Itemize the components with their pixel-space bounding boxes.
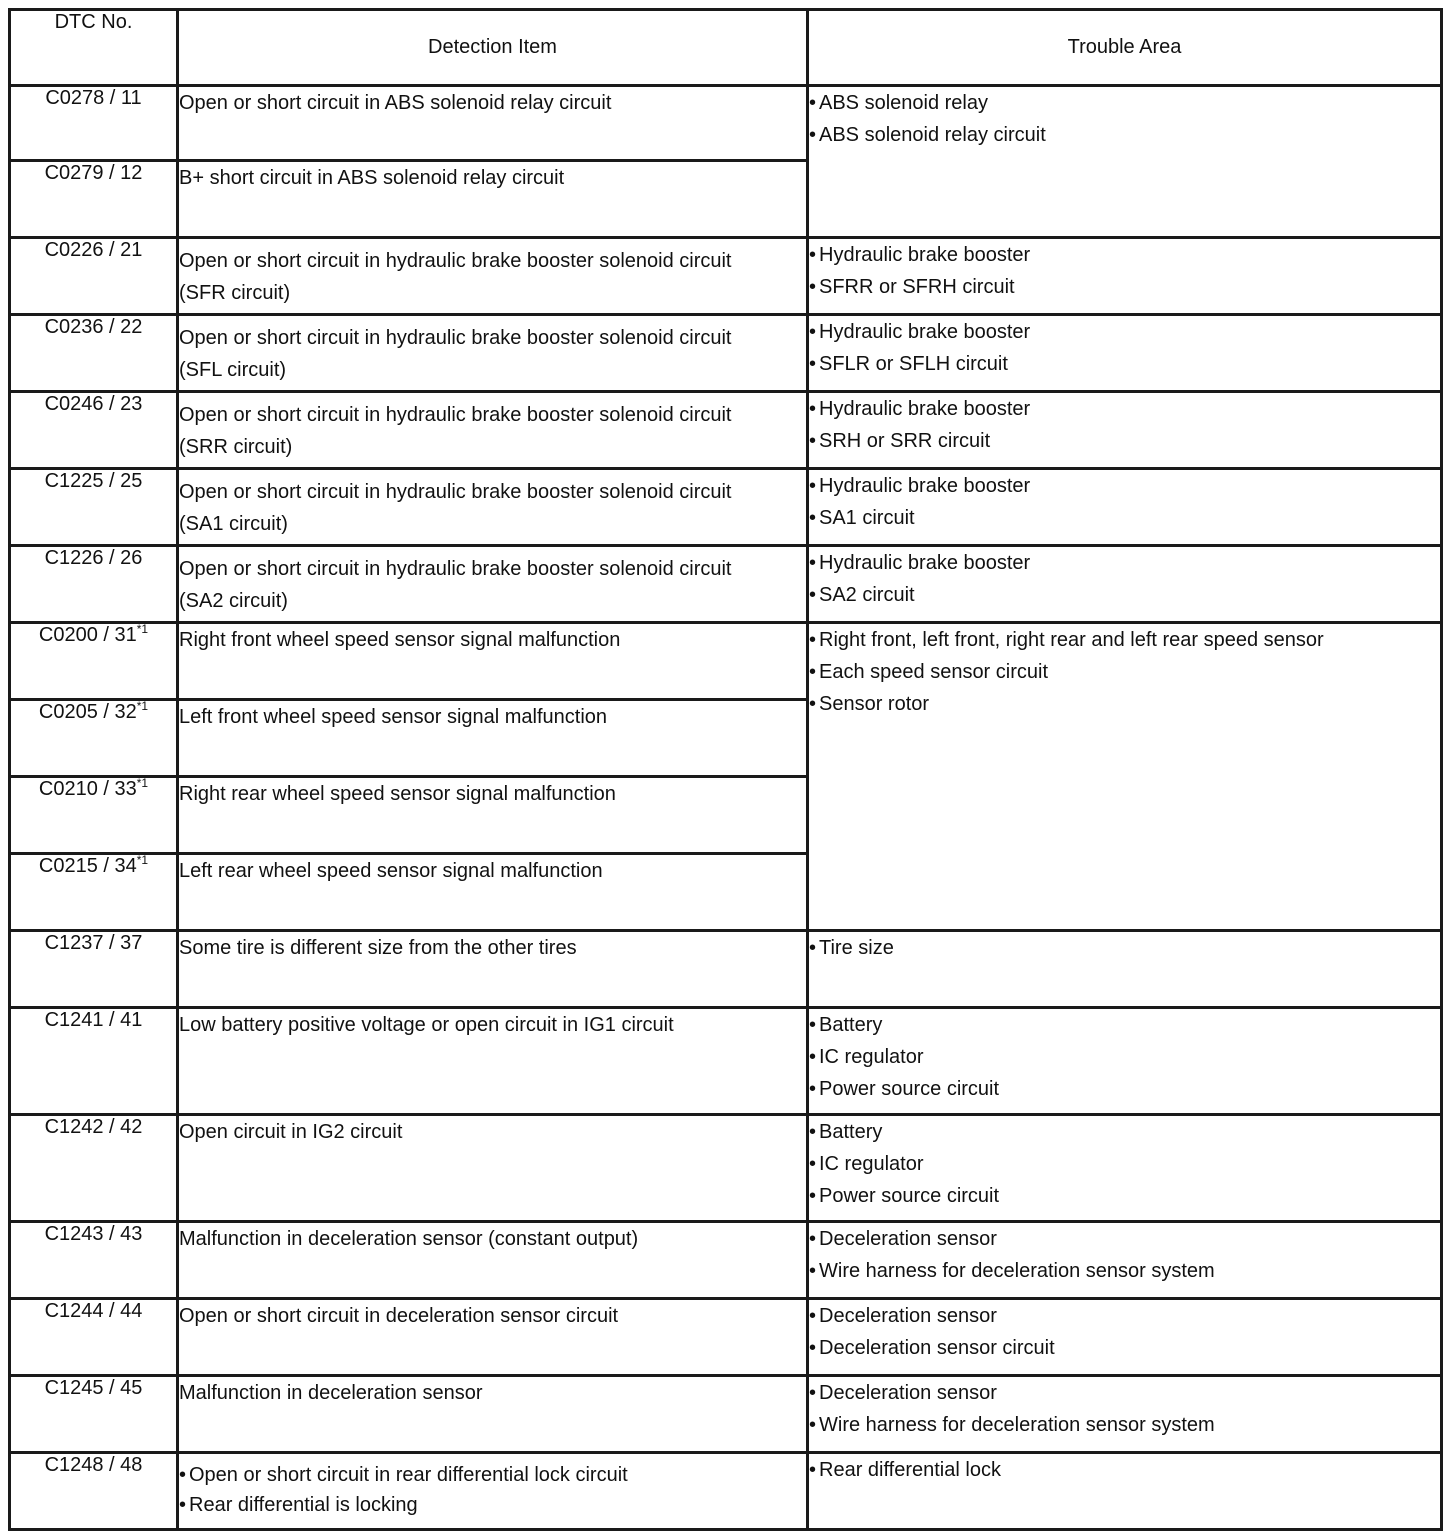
- dtc-number-cell: [10, 700, 178, 777]
- table-row: [10, 931, 1442, 1008]
- dtc-number-cell: [10, 315, 178, 392]
- trouble-area-item: [809, 119, 1440, 151]
- detection-item-text: Left rear wheel speed sensor signal malfunction: [179, 860, 603, 882]
- bullet-icon: •: [809, 353, 817, 375]
- bullet-icon: •: [809, 92, 817, 114]
- dtc-code: C0200 / 31: [38, 624, 137, 646]
- trouble-area-item: [809, 547, 1440, 579]
- trouble-area-cell: [808, 931, 1442, 1008]
- detection-item-cell: [178, 392, 808, 469]
- trouble-area-item: [809, 1300, 1440, 1332]
- bullet-icon: •: [809, 552, 817, 574]
- dtc-number-cell: [10, 931, 178, 1008]
- detection-item-text: Open or short circuit in hydraulic brake booster solenoid circuit: [179, 558, 732, 580]
- detection-item-text: (SFR circuit): [179, 282, 291, 304]
- table-row: [10, 623, 1442, 700]
- dtc-number-cell: [10, 469, 178, 546]
- bullet-icon: •: [809, 937, 817, 959]
- detection-item-bullet: [179, 1460, 806, 1490]
- bullet-icon: •: [809, 1305, 817, 1327]
- trouble-area-text: Wire harness for deceleration sensor system: [819, 1260, 1215, 1282]
- trouble-area-text: SRH or SRR circuit: [819, 430, 991, 452]
- detection-item-text: (SA2 circuit): [179, 590, 288, 612]
- dtc-footnote-mark: *1: [136, 699, 149, 713]
- header-trouble-area: Trouble Area: [808, 10, 1442, 86]
- header-row: [10, 10, 1442, 86]
- trouble-area-text: Wire harness for deceleration sensor system: [819, 1414, 1215, 1436]
- trouble-area-text: Sensor rotor: [819, 693, 930, 715]
- bullet-icon: •: [809, 430, 817, 452]
- trouble-area-cell: [808, 546, 1442, 623]
- dtc-number-cell: [10, 1222, 178, 1299]
- trouble-area-cell: [808, 1376, 1442, 1453]
- trouble-area-cell: [808, 1453, 1442, 1530]
- trouble-area-cell: [808, 238, 1442, 315]
- trouble-area-text: Hydraulic brake booster: [819, 244, 1031, 266]
- table-row: [10, 238, 1442, 315]
- dtc-code: C0246 / 23: [44, 393, 143, 415]
- trouble-area-item: [809, 1073, 1440, 1105]
- dtc-code: C1237 / 37: [44, 932, 143, 954]
- dtc-table-container: [8, 8, 1443, 1531]
- dtc-code: C0236 / 22: [44, 316, 143, 338]
- bullet-icon: •: [179, 1494, 187, 1516]
- dtc-footnote-mark: *1: [136, 622, 149, 636]
- bullet-icon: •: [809, 398, 817, 420]
- trouble-area-item: [809, 656, 1440, 688]
- table-row: [10, 1376, 1442, 1453]
- table-row: [10, 1008, 1442, 1115]
- bullet-icon: •: [809, 693, 817, 715]
- trouble-area-text: Tire size: [819, 937, 894, 959]
- detection-item-text: (SA1 circuit): [179, 513, 288, 535]
- trouble-area-item: [809, 348, 1440, 380]
- trouble-area-item: [809, 1116, 1440, 1148]
- trouble-area-item: [809, 624, 1440, 656]
- detection-item-text: Open or short circuit in ABS solenoid relay circuit: [179, 92, 612, 114]
- header-detection-item: Detection Item: [178, 10, 808, 86]
- trouble-area-text: Each speed sensor circuit: [819, 661, 1049, 683]
- trouble-area-cell: [808, 469, 1442, 546]
- detection-item-text: Right rear wheel speed sensor signal malfunction: [179, 783, 616, 805]
- trouble-area-text: Deceleration sensor circuit: [819, 1337, 1055, 1359]
- bullet-icon: •: [809, 1078, 817, 1100]
- trouble-area-item: [809, 1009, 1440, 1041]
- bullet-icon: •: [809, 507, 817, 529]
- detection-item-text: Rear differential is locking: [189, 1494, 418, 1516]
- dtc-number-cell: [10, 623, 178, 700]
- detection-item-cell: [178, 931, 808, 1008]
- trouble-area-item: [809, 470, 1440, 502]
- trouble-area-item: [809, 316, 1440, 348]
- header-dtc-no: DTC No.: [10, 10, 178, 86]
- dtc-code: C0279 / 12: [44, 162, 143, 184]
- trouble-area-text: IC regulator: [819, 1046, 924, 1068]
- dtc-number-cell: [10, 1008, 178, 1115]
- detection-item-cell: [178, 315, 808, 392]
- bullet-icon: •: [809, 1459, 817, 1481]
- trouble-area-text: Hydraulic brake booster: [819, 552, 1031, 574]
- trouble-area-item: [809, 688, 1440, 720]
- dtc-number-cell: [10, 392, 178, 469]
- detection-item-cell: [178, 1008, 808, 1115]
- trouble-area-cell: [808, 1115, 1442, 1222]
- trouble-area-cell: [808, 315, 1442, 392]
- trouble-area-text: Deceleration sensor: [819, 1305, 997, 1327]
- table-row: [10, 469, 1442, 546]
- trouble-area-text: Deceleration sensor: [819, 1228, 997, 1250]
- trouble-area-item: [809, 239, 1440, 271]
- trouble-area-item: [809, 1148, 1440, 1180]
- detection-item-cell: [178, 86, 808, 161]
- trouble-area-item: [809, 1332, 1440, 1364]
- detection-item-text: Right front wheel speed sensor signal malfunction: [179, 629, 621, 651]
- dtc-code: C1245 / 45: [44, 1377, 143, 1399]
- trouble-area-text: Hydraulic brake booster: [819, 321, 1031, 343]
- table-row: [10, 1115, 1442, 1222]
- detection-item-text: Open or short circuit in rear differential lock circuit: [189, 1464, 628, 1486]
- bullet-icon: •: [809, 1260, 817, 1282]
- table-row: [10, 1299, 1442, 1376]
- trouble-area-cell: [808, 1299, 1442, 1376]
- trouble-area-item: [809, 1409, 1440, 1441]
- detection-item-text: (SFL circuit): [179, 359, 287, 381]
- trouble-area-item: [809, 1255, 1440, 1287]
- detection-item-cell: [178, 161, 808, 238]
- trouble-area-text: Deceleration sensor: [819, 1382, 997, 1404]
- trouble-area-item: [809, 87, 1440, 119]
- trouble-area-item: [809, 1377, 1440, 1409]
- detection-item-cell: [178, 469, 808, 546]
- bullet-icon: •: [809, 1153, 817, 1175]
- detection-item-text: Open or short circuit in hydraulic brake booster solenoid circuit: [179, 327, 732, 349]
- trouble-area-cell: [808, 86, 1442, 238]
- bullet-icon: •: [809, 661, 817, 683]
- bullet-icon: •: [809, 1121, 817, 1143]
- trouble-area-text: Battery: [819, 1014, 883, 1036]
- trouble-area-item: [809, 502, 1440, 534]
- dtc-code: C0215 / 34: [38, 855, 137, 877]
- table-row: [10, 1222, 1442, 1299]
- trouble-area-text: SFRR or SFRH circuit: [819, 276, 1015, 298]
- trouble-area-text: Hydraulic brake booster: [819, 398, 1031, 420]
- detection-item-text: (SRR circuit): [179, 436, 293, 458]
- dtc-code: C0205 / 32: [38, 701, 137, 723]
- trouble-area-item: [809, 932, 1440, 964]
- table-row: [10, 546, 1442, 623]
- table-row: [10, 315, 1442, 392]
- dtc-number-cell: [10, 1376, 178, 1453]
- dtc-number-cell: [10, 86, 178, 161]
- trouble-area-item: [809, 1041, 1440, 1073]
- detection-item-cell: [178, 854, 808, 931]
- detection-item-cell: [178, 1453, 808, 1530]
- detection-item-cell: [178, 623, 808, 700]
- trouble-area-item: [809, 393, 1440, 425]
- trouble-area-text: Battery: [819, 1121, 883, 1143]
- dtc-number-cell: [10, 854, 178, 931]
- dtc-footnote-mark: *1: [136, 776, 149, 790]
- detection-item-cell: [178, 700, 808, 777]
- bullet-icon: •: [809, 1414, 817, 1436]
- dtc-number-cell: [10, 161, 178, 238]
- detection-item-text: B+ short circuit in ABS solenoid relay circuit: [179, 167, 565, 189]
- detection-item-cell: [178, 1222, 808, 1299]
- dtc-code: C0226 / 21: [44, 239, 143, 261]
- bullet-icon: •: [809, 1046, 817, 1068]
- dtc-code: C1225 / 25: [44, 470, 143, 492]
- bullet-icon: •: [809, 276, 817, 298]
- detection-item-text: Open or short circuit in deceleration sensor circuit: [179, 1305, 619, 1327]
- bullet-icon: •: [809, 1014, 817, 1036]
- detection-item-cell: [178, 1115, 808, 1222]
- detection-item-cell: [178, 546, 808, 623]
- trouble-area-item: [809, 1223, 1440, 1255]
- table-row: [10, 392, 1442, 469]
- trouble-area-item: [809, 271, 1440, 303]
- detection-item-text: Malfunction in deceleration sensor: [179, 1382, 483, 1404]
- bullet-icon: •: [179, 1464, 187, 1486]
- bullet-icon: •: [809, 1228, 817, 1250]
- dtc-number-cell: [10, 238, 178, 315]
- trouble-area-cell: [808, 1008, 1442, 1115]
- dtc-code: C1244 / 44: [44, 1300, 143, 1322]
- trouble-area-text: ABS solenoid relay circuit: [819, 124, 1046, 146]
- detection-item-text: Open or short circuit in hydraulic brake booster solenoid circuit: [179, 481, 732, 503]
- dtc-code: C1242 / 42: [44, 1116, 143, 1138]
- bullet-icon: •: [809, 1337, 817, 1359]
- trouble-area-text: Power source circuit: [819, 1185, 1000, 1207]
- trouble-area-text: ABS solenoid relay: [819, 92, 988, 114]
- dtc-number-cell: [10, 1453, 178, 1530]
- table-row: [10, 1453, 1442, 1530]
- dtc-table: [8, 8, 1443, 1531]
- trouble-area-text: SA2 circuit: [819, 584, 915, 606]
- detection-item-cell: [178, 1299, 808, 1376]
- bullet-icon: •: [809, 475, 817, 497]
- bullet-icon: •: [809, 1185, 817, 1207]
- detection-item-cell: [178, 1376, 808, 1453]
- dtc-number-cell: [10, 1115, 178, 1222]
- bullet-icon: •: [809, 584, 817, 606]
- dtc-number-cell: [10, 1299, 178, 1376]
- trouble-area-cell: [808, 1222, 1442, 1299]
- trouble-area-text: SA1 circuit: [819, 507, 915, 529]
- detection-item-text: Open or short circuit in hydraulic brake booster solenoid circuit: [179, 404, 732, 426]
- detection-item-text: Some tire is different size from the other tires: [179, 937, 577, 959]
- detection-item-text: Left front wheel speed sensor signal malfunction: [179, 706, 608, 728]
- detection-item-text: Malfunction in deceleration sensor (constant output): [179, 1228, 639, 1250]
- detection-item-text: Low battery positive voltage or open circuit in IG1 circuit: [179, 1014, 674, 1036]
- bullet-icon: •: [809, 124, 817, 146]
- trouble-area-item: [809, 1454, 1440, 1486]
- trouble-area-text: Rear differential lock: [819, 1459, 1001, 1481]
- trouble-area-cell: [808, 392, 1442, 469]
- table-row: [10, 86, 1442, 161]
- dtc-code: C1243 / 43: [44, 1223, 143, 1245]
- bullet-icon: •: [809, 321, 817, 343]
- trouble-area-item: [809, 579, 1440, 611]
- dtc-code: C1241 / 41: [44, 1009, 143, 1031]
- trouble-area-text: Power source circuit: [819, 1078, 1000, 1100]
- trouble-area-item: [809, 425, 1440, 457]
- dtc-number-cell: [10, 777, 178, 854]
- dtc-code: C0210 / 33: [38, 778, 137, 800]
- table-body: [10, 86, 1442, 1530]
- trouble-area-cell: [808, 623, 1442, 931]
- detection-item-cell: [178, 777, 808, 854]
- dtc-code: C0278 / 11: [45, 87, 142, 109]
- detection-item-bullet: [179, 1490, 806, 1520]
- detection-item-text: Open or short circuit in hydraulic brake booster solenoid circuit: [179, 250, 732, 272]
- dtc-footnote-mark: *1: [136, 853, 149, 867]
- trouble-area-item: [809, 1180, 1440, 1212]
- dtc-code: C1248 / 48: [44, 1454, 143, 1476]
- detection-item-text: Open circuit in IG2 circuit: [179, 1121, 403, 1143]
- detection-item-cell: [178, 238, 808, 315]
- trouble-area-text: IC regulator: [819, 1153, 924, 1175]
- trouble-area-text: Hydraulic brake booster: [819, 475, 1031, 497]
- bullet-icon: •: [809, 629, 817, 651]
- bullet-icon: •: [809, 1382, 817, 1404]
- bullet-icon: •: [809, 244, 817, 266]
- trouble-area-text: SFLR or SFLH circuit: [819, 353, 1008, 375]
- dtc-code: C1226 / 26: [44, 547, 143, 569]
- dtc-number-cell: [10, 546, 178, 623]
- trouble-area-text: Right front, left front, right rear and left rear speed sensor: [819, 629, 1324, 651]
